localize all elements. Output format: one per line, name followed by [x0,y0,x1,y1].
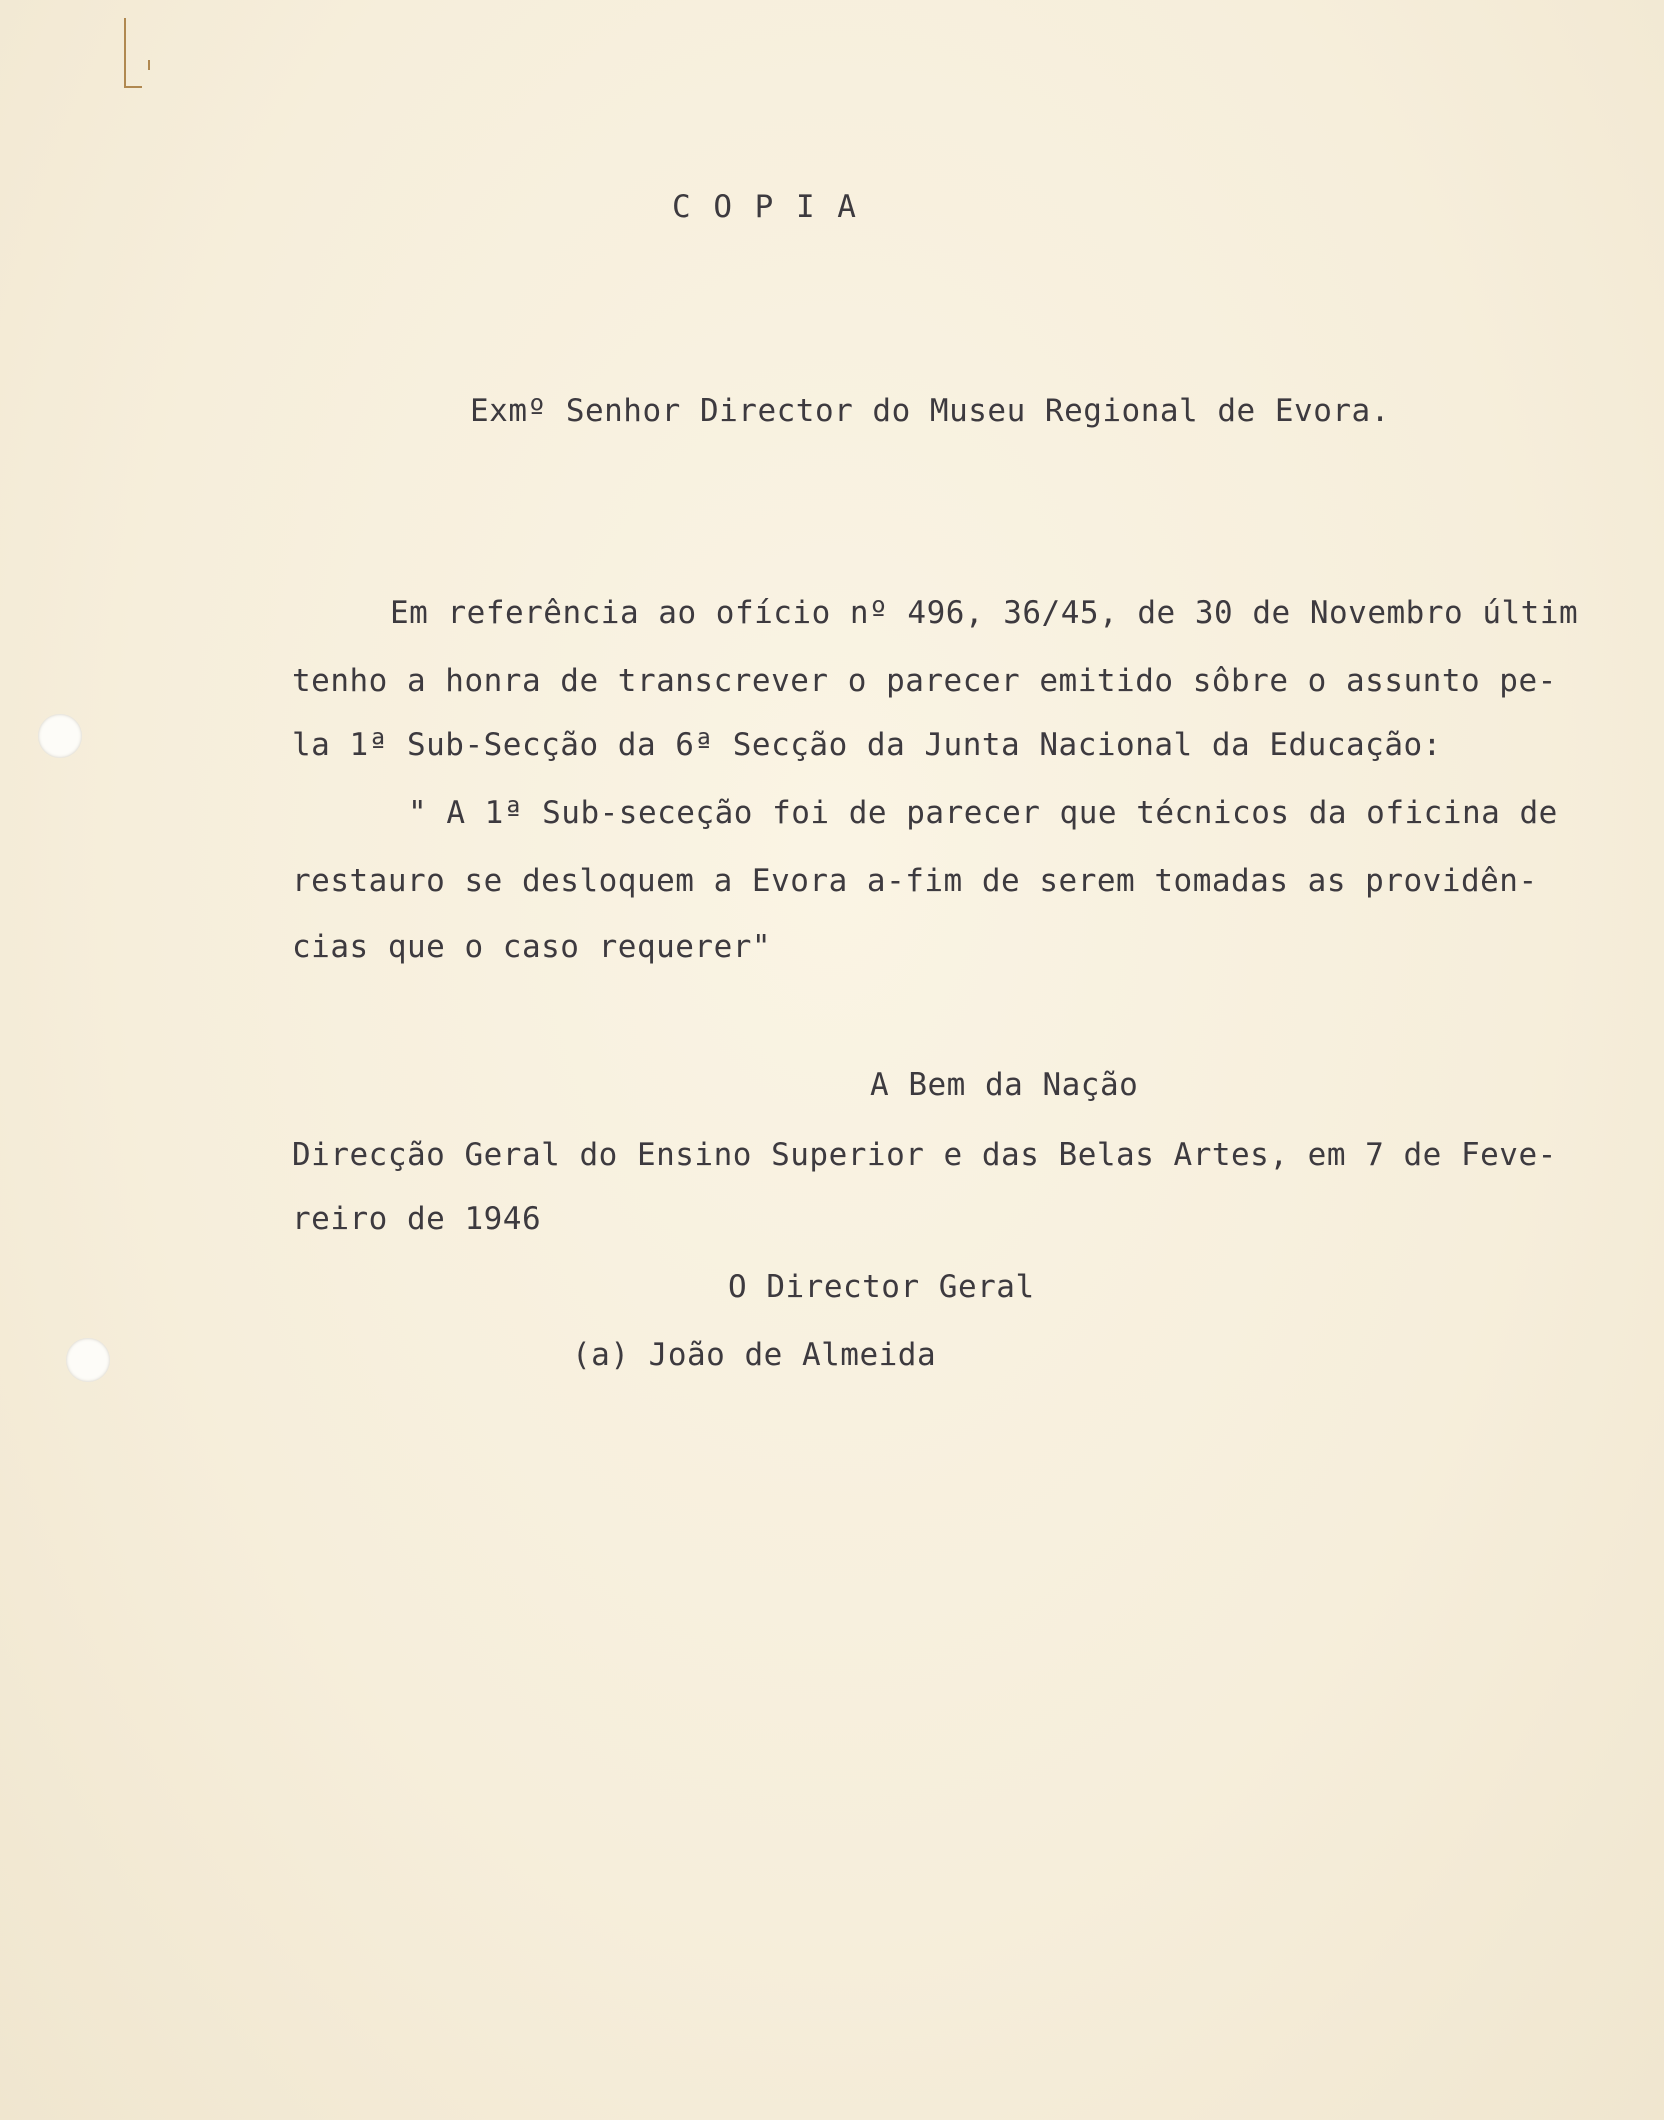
margin-mark [126,86,142,88]
margin-mark [124,18,126,88]
place-date-line: reiro de 1946 [292,1201,542,1237]
place-date-line: Direcção Geral do Ensino Superior e das Belas Artes, em 7 de Feve- [292,1137,1557,1173]
body-line: la 1ª Sub-Secção da 6ª Secção da Junta Nacional da Educação: [292,727,1442,763]
addressee-line: Exmº Senhor Director do Museu Regional de Evora. [470,393,1390,429]
quoted-line: " A 1ª Sub-seceção foi de parecer que técnicos da oficina de [408,795,1558,831]
body-line: Em referência ao ofício nº 496, 36/45, de 30 de Novembro últim [390,595,1579,631]
margin-mark [148,60,150,70]
quoted-line: cias que o caso requerer" [292,929,772,965]
quoted-line: restauro se desloquem a Evora a-fim de serem tomadas as providên- [292,863,1538,899]
punch-hole-bottom [66,1338,110,1382]
signatory-title: O Director Geral [728,1269,1035,1305]
signature: (a) João de Almeida [572,1337,937,1373]
document-title: C O P I A [672,189,858,225]
punch-hole-top [38,714,82,758]
body-line: tenho a honra de transcrever o parecer emitido sôbre o assunto pe- [292,663,1557,699]
closing-salutation: A Bem da Nação [870,1067,1139,1103]
